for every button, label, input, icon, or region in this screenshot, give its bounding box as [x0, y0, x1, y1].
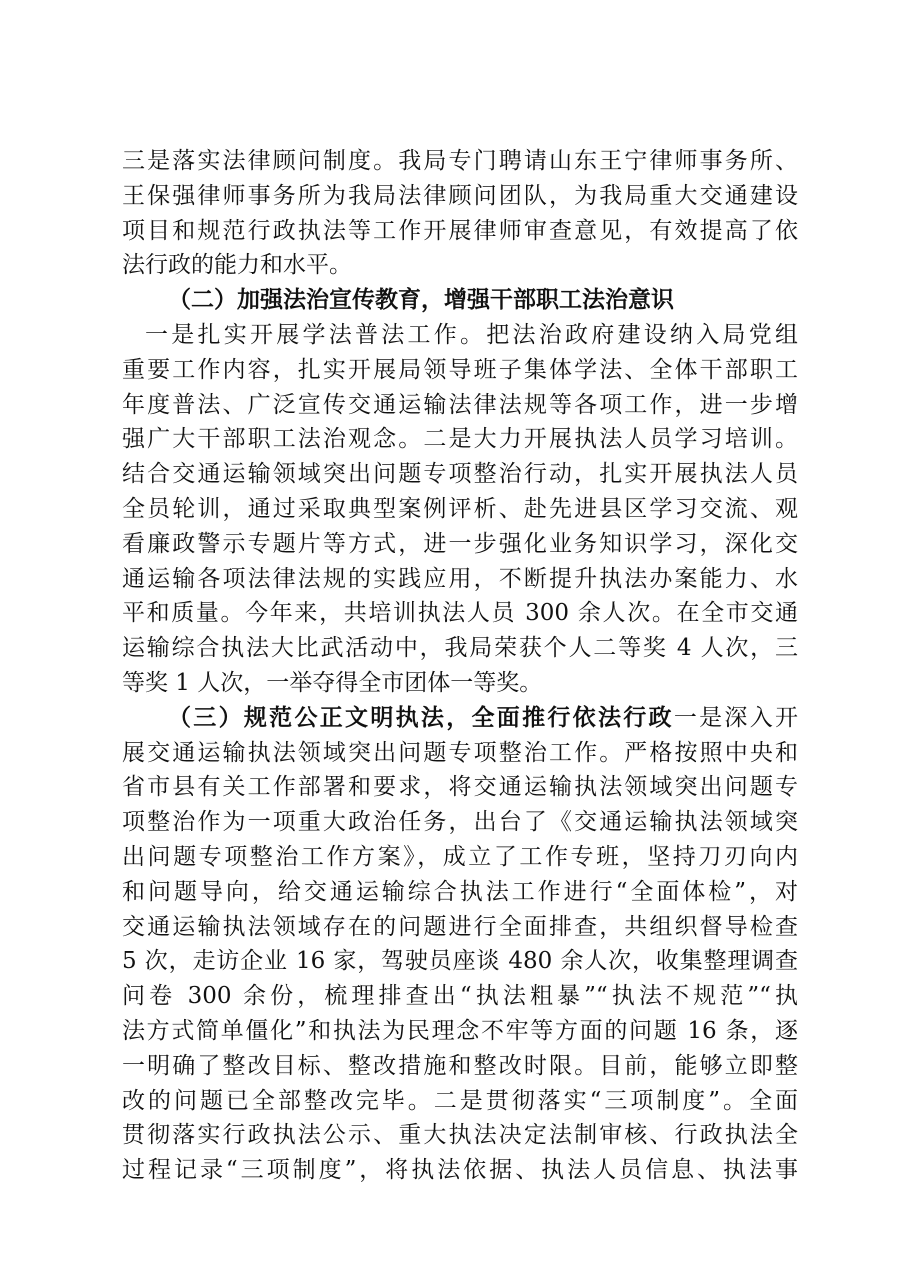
text-line: 王保强律师事务所为我局法律顾问团队，为我局重大交通建设 [122, 182, 798, 209]
lead-rest-text: 一是深入开 [673, 704, 799, 731]
heading-line: （二）加强法治宣传教育，增强干部职工法治意识 [168, 287, 674, 314]
text-line: 项目和规范行政执法等工作开展律师审查意见，有效提高了依 [122, 217, 798, 244]
text-line: 一是扎实开展学法普法工作。把法治政府建设纳入局党组 [145, 321, 798, 348]
text-line: 三是落实法律顾问制度。我局专门聘请山东王宁律师事务所、 [122, 148, 798, 174]
text-line: 等奖 1 人次，一举夺得全市团体一等奖。 [122, 669, 543, 696]
text-line: 法方式简单僵化”和执法为民理念不牢等方面的问题 16 条，逐 [122, 1017, 798, 1044]
text-line: 展交通运输执法领域突出问题专项整治工作。严格按照中央和 [122, 739, 798, 766]
text-line: 看廉政警示专题片等方式，进一步强化业务知识学习，深化交 [122, 530, 798, 557]
text-line: 项整治作为一项重大政治任务，出台了《交通运输执法领域突 [122, 809, 798, 836]
text-line: 改的问题已全部整改完毕。二是贯彻落实“三项制度”。全面 [122, 1087, 798, 1114]
text-line: 一明确了整改目标、整改措施和整改时限。目前，能够立即整 [122, 1052, 798, 1079]
text-line: 贯彻落实行政执法公示、重大执法决定法制审核、行政执法全 [122, 1122, 798, 1149]
mixed-line [122, 701, 798, 736]
text-line: 重要工作内容，扎实开展局领导班子集体学法、全体干部职工 [122, 356, 798, 383]
section-heading-2 [122, 283, 798, 318]
text-line: 出问题专项整治工作方案》，成立了工作专班，坚持刀刃向内 [122, 843, 798, 870]
text-line: 平和质量。今年来，共培训执法人员 300 余人次。在全市交通 [122, 600, 798, 627]
text-line: 年度普法、广泛宣传交通运输法律法规等各项工作，进一步增 [122, 391, 798, 418]
text-line: 结合交通运输领域突出问题专项整治行动，扎实开展执法人员 [122, 461, 798, 488]
text-line: 过程记录“三项制度”，将执法依据、执法人员信息、执法事 [122, 1157, 798, 1184]
text-line: 和问题导向，给交通运输综合执法工作进行“全面体检”，对 [122, 878, 798, 905]
text-line: 通运输各项法律法规的实践应用，不断提升执法办案能力、水 [122, 565, 798, 592]
text-line: 省市县有关工作部署和要求，将交通运输执法领域突出问题专 [122, 774, 798, 801]
text-line: 全员轮训，通过采取典型案例评析、赴先进县区学习交流、观 [122, 495, 798, 522]
paragraph-legal-advisor [122, 144, 798, 283]
text-line: 5 次，走访企业 16 家，驾驶员座谈 480 余人次，收集整理调查 [122, 948, 798, 975]
paragraph-law-enforcement [122, 701, 798, 1188]
paragraph-legal-education [122, 318, 798, 701]
text-line: 法行政的能力和水平。 [122, 252, 352, 279]
text-line: 强广大干部职工法治观念。二是大力开展执法人员学习培训。 [122, 426, 798, 453]
text-line: 交通运输执法领域存在的问题进行全面排查，共组织督导检查 [122, 913, 798, 940]
text-line: 问卷 300 余份，梳理排查出“执法粗暴”“执法不规范”“执 [122, 983, 798, 1010]
text-line: 运输综合执法大比武活动中，我局荣获个人二等奖 4 人次，三 [122, 635, 798, 662]
section-heading-3: （三）规范公正文明执法，全面推行依法行政 [168, 704, 674, 731]
document-body [122, 144, 798, 1188]
